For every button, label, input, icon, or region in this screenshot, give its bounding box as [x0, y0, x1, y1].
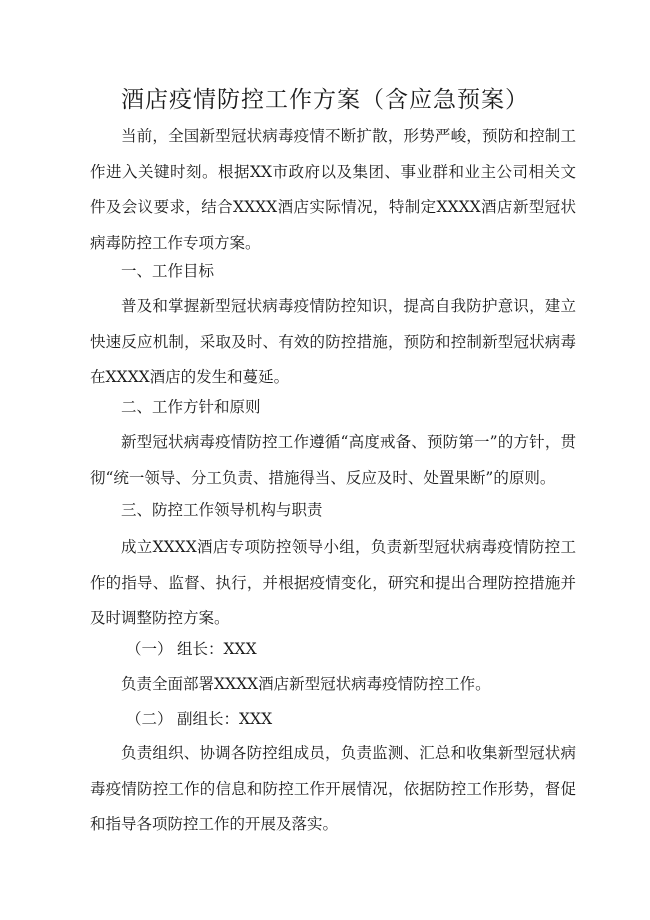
leader-label: 组长：XXX [177, 640, 257, 658]
leader-duty: 负责全面部署XXXX酒店新型冠状病毒疫情防控工作。 [121, 675, 491, 693]
intro-paragraph: 当前，全国新型冠状病毒疫情不断扩散，形势严峻，预防和控制工作进入关键时刻。根据XX市政府以及集团、事业群和业主公司相关文件及会议要求，结合XXXX酒店实际情况，特制定XXXX酒店新型冠状病毒防控工作专项方案。 [90, 127, 576, 252]
section-heading-organization: 三、防控工作领导机构与职责 [121, 501, 323, 519]
section-heading-goals: 一、工作目标 [121, 262, 215, 280]
section-body-organization: 成立XXXX酒店专项防控领导小组，负责新型冠状病毒疫情防控工作的指导、监督、执行，并根据疫情变化，研究和提出合理防控措施并及时调整防控方案。 [90, 538, 576, 627]
deputy-number: （二） [126, 710, 173, 728]
leader-number: （一） [126, 640, 173, 658]
section-body-principles: 新型冠状病毒疫情防控工作遵循“高度戒备、预防第一”的方针，贯彻“统一领导、分工负责、措施得当、反应及时、处置果断”的原则。 [90, 433, 576, 487]
section-heading-principles: 二、工作方针和原则 [121, 398, 261, 416]
section-body-goals: 普及和掌握新型冠状病毒疫情防控知识，提高自我防护意识，建立快速反应机制，采取及时、有效的防控措施，预防和控制新型冠状病毒在XXXX酒店的发生和蔓延。 [90, 297, 576, 386]
document-title: 酒店疫情防控工作方案（含应急预案） [121, 87, 529, 113]
deputy-duty: 负责组织、协调各防控组成员，负责监测、汇总和收集新型冠状病毒疫情防控工作的信息和防控工作开展情况，依据防控工作形势，督促和指导各项防控工作的开展及落实。 [90, 744, 576, 833]
deputy-label: 副组长：XXX [177, 710, 273, 728]
